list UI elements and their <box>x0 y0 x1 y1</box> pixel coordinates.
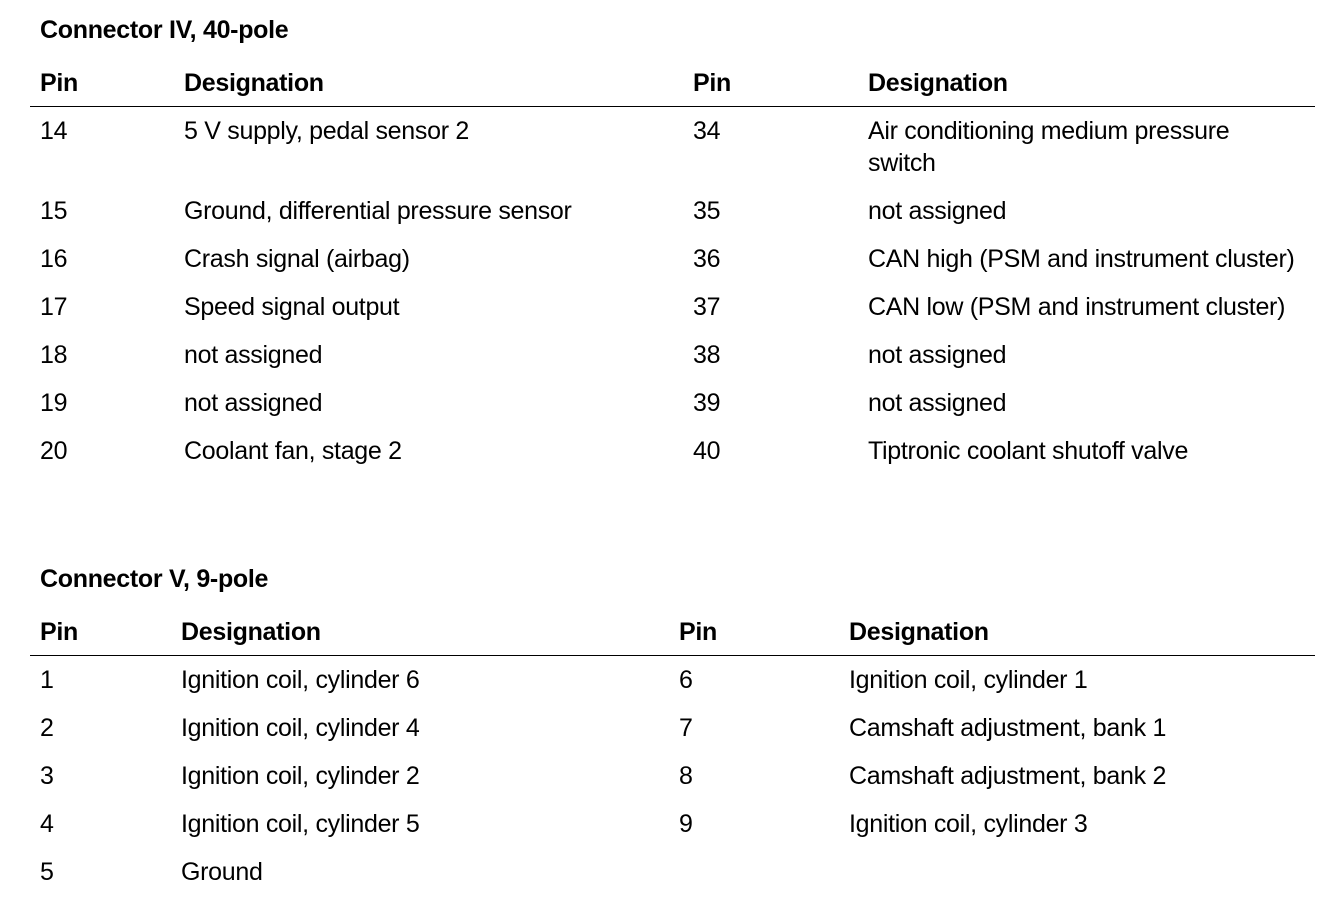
table-row <box>30 704 1315 752</box>
header-pin: Pin <box>40 618 78 646</box>
pin-designation: Tiptronic coolant shutoff valve <box>868 437 1189 465</box>
pin-designation: Ignition coil, cylinder 6 <box>181 666 420 694</box>
pin-number: 15 <box>40 197 68 225</box>
table-row <box>30 107 1315 187</box>
pin-number: 34 <box>693 117 721 145</box>
pin-number: 40 <box>693 437 721 465</box>
pin-designation: Camshaft adjustment, bank 1 <box>849 714 1167 742</box>
pin-table <box>30 606 1315 896</box>
pin-number: 14 <box>40 117 68 145</box>
pin-number: 36 <box>693 245 721 273</box>
pin-number: 7 <box>679 714 693 742</box>
pin-designation: Air conditioning medium pressure switch <box>868 117 1230 177</box>
pin-number: 8 <box>679 762 693 790</box>
header-designation: Designation <box>184 69 324 97</box>
section-title: Connector IV, 40-pole <box>40 16 289 44</box>
table-row <box>30 379 1315 427</box>
table-header <box>30 606 1315 656</box>
pin-designation: Ignition coil, cylinder 3 <box>849 810 1088 838</box>
pin-number: 38 <box>693 341 721 369</box>
pin-number: 35 <box>693 197 721 225</box>
table-row <box>30 800 1315 848</box>
header-designation: Designation <box>181 618 321 646</box>
pin-designation: Crash signal (airbag) <box>184 245 410 273</box>
table-row <box>30 187 1315 235</box>
pin-designation: Coolant fan, stage 2 <box>184 437 402 465</box>
pin-designation: not assigned <box>868 197 1007 225</box>
pin-number: 2 <box>40 714 54 742</box>
pin-designation: Ignition coil, cylinder 5 <box>181 810 420 838</box>
table-row <box>30 752 1315 800</box>
table-row <box>30 331 1315 379</box>
pin-number: 20 <box>40 437 68 465</box>
pin-designation: Ignition coil, cylinder 2 <box>181 762 420 790</box>
pin-designation: not assigned <box>184 341 323 369</box>
table-row <box>30 427 1315 475</box>
pin-number: 19 <box>40 389 68 417</box>
pin-number: 37 <box>693 293 721 321</box>
pin-designation: CAN low (PSM and instrument cluster) <box>868 293 1286 321</box>
pin-designation: not assigned <box>184 389 323 417</box>
pin-designation: not assigned <box>868 389 1007 417</box>
pin-designation: Camshaft adjustment, bank 2 <box>849 762 1167 790</box>
pin-table <box>30 57 1315 475</box>
header-designation: Designation <box>868 69 1008 97</box>
table-row <box>30 848 1315 896</box>
pin-number: 6 <box>679 666 693 694</box>
header-pin: Pin <box>693 69 731 97</box>
pin-number: 4 <box>40 810 54 838</box>
pin-number: 1 <box>40 666 54 694</box>
pin-designation: Ground <box>181 858 263 886</box>
pin-number: 39 <box>693 389 721 417</box>
section-title: Connector V, 9-pole <box>40 565 269 593</box>
table-row <box>30 235 1315 283</box>
table-row <box>30 656 1315 704</box>
pin-number: 5 <box>40 858 54 886</box>
pin-designation: 5 V supply, pedal sensor 2 <box>184 117 469 145</box>
header-pin: Pin <box>40 69 78 97</box>
pin-designation: Ignition coil, cylinder 4 <box>181 714 420 742</box>
pin-designation: Speed signal output <box>184 293 400 321</box>
pin-number: 3 <box>40 762 54 790</box>
pin-designation: not assigned <box>868 341 1007 369</box>
header-pin: Pin <box>679 618 717 646</box>
pin-designation: Ignition coil, cylinder 1 <box>849 666 1088 694</box>
pin-designation: CAN high (PSM and instrument cluster) <box>868 245 1295 273</box>
pin-number: 17 <box>40 293 68 321</box>
header-designation: Designation <box>849 618 989 646</box>
pin-number: 16 <box>40 245 68 273</box>
table-header <box>30 57 1315 107</box>
pin-number: 9 <box>679 810 693 838</box>
table-row <box>30 283 1315 331</box>
pin-number: 18 <box>40 341 68 369</box>
pin-designation: Ground, differential pressure sensor <box>184 197 572 225</box>
